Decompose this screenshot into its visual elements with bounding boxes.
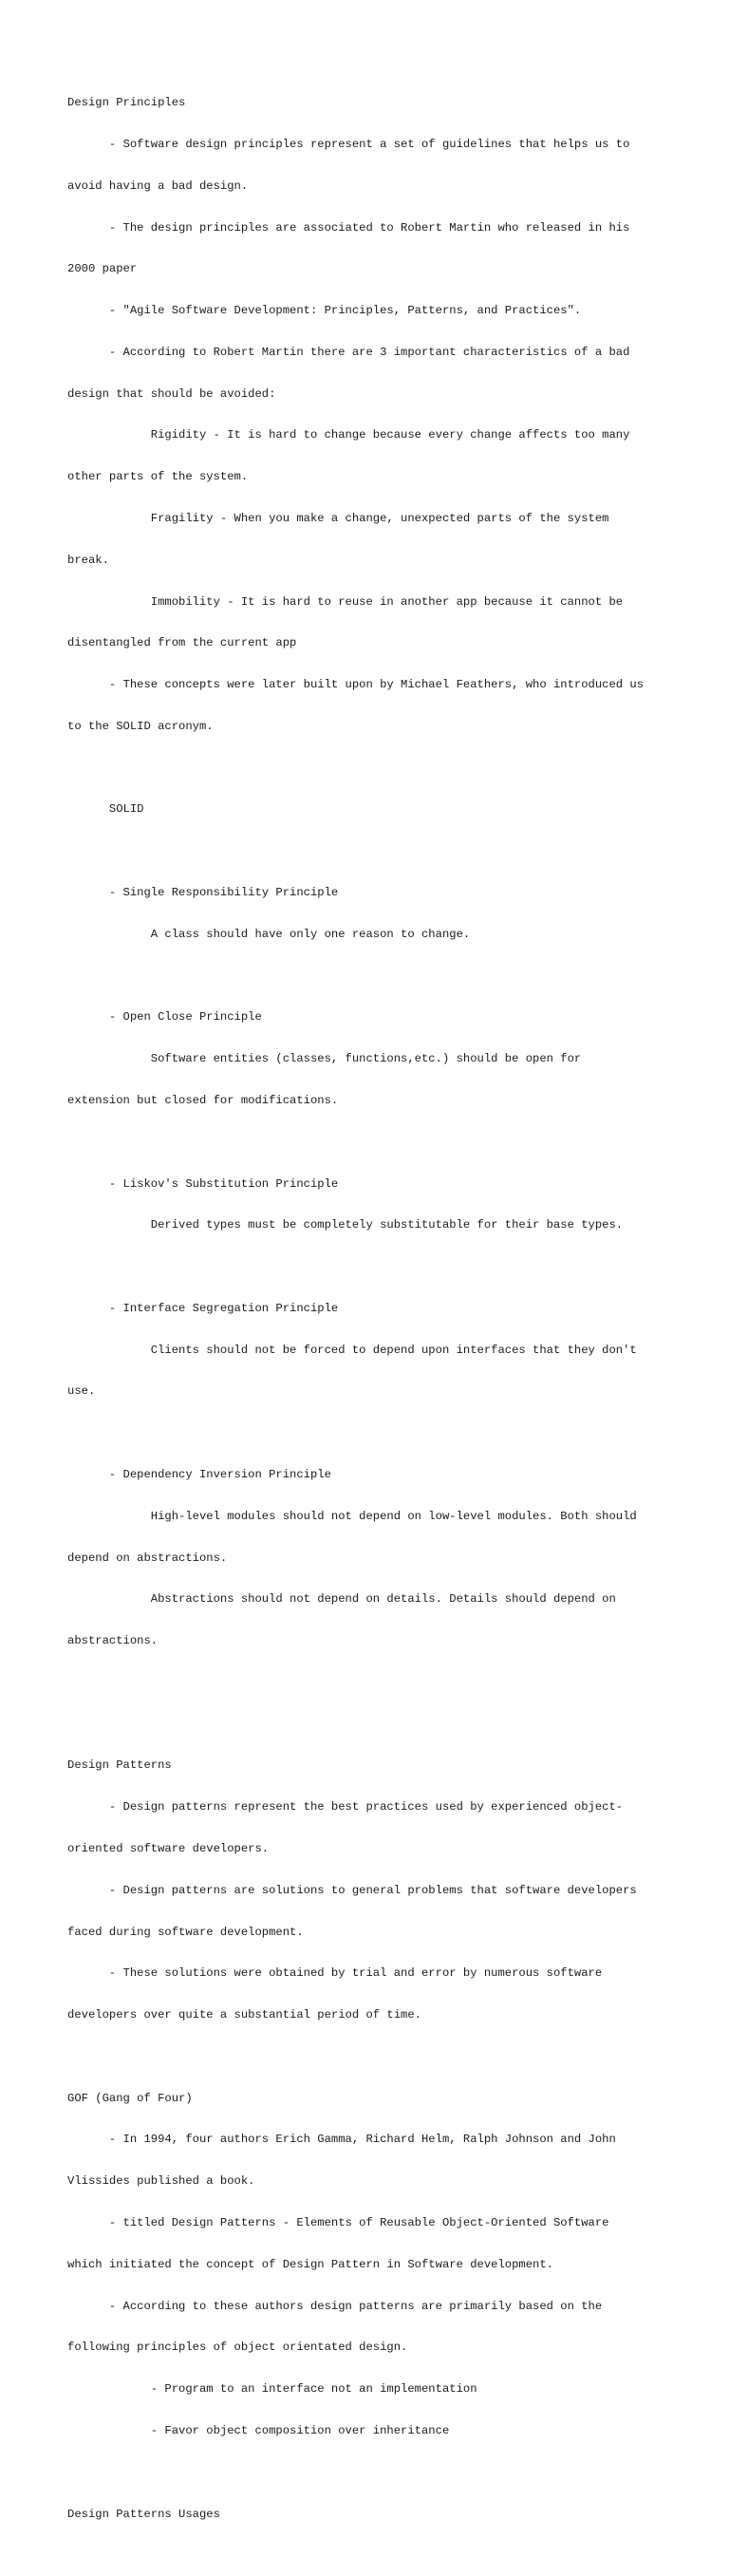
doc-line: - According to these authors design patterns are primarily based on the [67,2299,603,2313]
doc-line: Design Patterns Usages [67,2507,220,2521]
doc-line: use. [67,1384,96,1399]
doc-line: break. [67,553,109,567]
doc-line [67,1136,675,1150]
doc-line: abstractions. [67,1634,159,1648]
doc-line: A class should have only one reason to change. [67,927,471,941]
doc-line: developers over quite a substantial period of time. [67,2008,421,2022]
doc-line: other parts of the system. [67,470,249,484]
doc-line: Immobility - It is hard to reuse in another app because it cannot be [67,594,624,609]
doc-line: - Open Close Principle [67,1010,262,1025]
doc-line: Derived types must be completely substitutable for their base types. [67,1218,624,1232]
doc-line: depend on abstractions. [67,1551,228,1565]
doc-line [67,969,675,984]
doc-line: - Dependency Inversion Principle [67,1467,331,1481]
doc-line: which initiated the concept of Design Pattern in Software development. [67,2257,553,2271]
doc-line [67,844,675,858]
doc-line: Fragility - When you make a change, unexpected parts of the system [67,512,609,525]
doc-line: - Design patterns are solutions to general problems that software developers [67,1883,637,1897]
doc-line: Rigidity - It is hard to change because every change affects too many [67,428,630,442]
doc-line: to the SOLID acronym. [67,719,214,733]
doc-line: - Design patterns represent the best practices used by experienced object- [67,1800,624,1814]
doc-line: faced during software development. [67,1925,304,1939]
doc-line: oriented software developers. [67,1842,270,1855]
doc-line: Design Patterns [67,1758,172,1773]
doc-line: extension but closed for modifications. [67,1093,339,1107]
doc-line: - Program to an interface not an implementation [67,2382,477,2397]
doc-line: - "Agile Software Development: Principles, Patterns, and Practices". [67,304,582,318]
doc-line [67,1426,675,1440]
doc-line [67,1676,675,1690]
doc-line [67,2466,675,2480]
doc-line [67,1718,675,1732]
doc-line: High-level modules should not depend on low-level modules. Both should [67,1509,637,1523]
doc-line: disentangled from the current app [67,636,297,650]
doc-line [67,1260,675,1274]
doc-line: - Software design principles represent a set of guidelines that helps us to [67,137,630,151]
doc-line: Vlissides published a book. [67,2174,255,2189]
doc-line: - These concepts were later built upon by Michael Feathers, who introduced us [67,678,645,692]
doc-line: - According to Robert Martin there are 3 important characteristics of a bad [67,345,630,359]
doc-line: Abstractions should not depend on details. Details should depend on [67,1592,616,1607]
doc-line: - These solutions were obtained by trial and error by numerous software [67,1966,603,1981]
doc-line: - Interface Segregation Principle [67,1301,339,1315]
doc-line: - The design principles are associated to Robert Martin who released in his [67,220,630,235]
doc-line: GOF (Gang of Four) [67,2091,193,2105]
doc-line: Clients should not be forced to depend upon interfaces that they don't [67,1343,637,1357]
doc-line: following principles of object orientated design. [67,2341,408,2355]
doc-line [67,762,675,776]
doc-line: - Favor object composition over inheritance [67,2423,450,2437]
doc-line: design that should be avoided: [67,386,276,401]
doc-line: - titled Design Patterns - Elements of Reusable Object-Oriented Software [67,2216,609,2230]
doc-line: Design Principles [67,96,186,110]
doc-line [67,2548,675,2563]
doc-line: - Liskov's Substitution Principle [67,1176,339,1191]
doc-line: - Single Responsibility Principle [67,886,339,900]
doc-line: - In 1994, four authors Erich Gamma, Richard Helm, Ralph Johnson and John [67,2133,616,2147]
document-body [67,68,675,2576]
doc-line [67,2050,675,2064]
doc-line: 2000 paper [67,262,138,276]
doc-line: Software entities (classes, functions,etc.) should be open for [67,1052,582,1066]
doc-line: SOLID [67,802,144,817]
doc-line: avoid having a bad design. [67,179,249,193]
